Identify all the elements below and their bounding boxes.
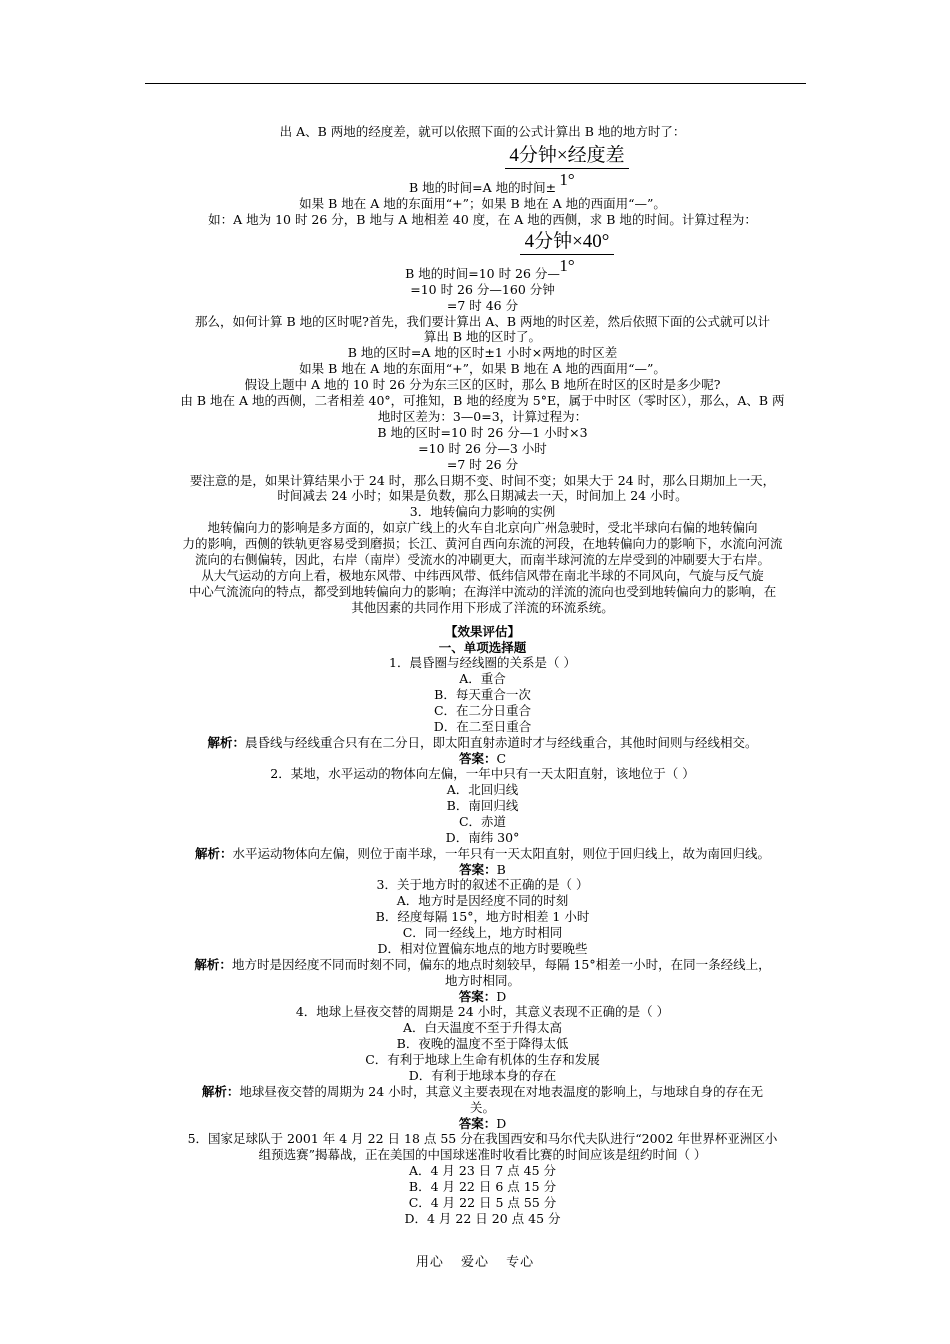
question: 4．地球上昼夜交替的周期是 24 小时，其意义表现不正确的是（ ） [295, 1004, 670, 1019]
option: B．南回归线 [446, 798, 519, 813]
text-line: 出 A、B 两地的经度差，就可以依照下面的公式计算出 B 地的地方时了： [279, 124, 686, 139]
option: C．在二分日重合 [433, 703, 532, 718]
text-line: 时间减去 24 小时；如果是负数，那么日期减去一天，时间加上 24 小时。 [277, 488, 688, 503]
analysis-text: 地球昼夜交替的周期为 24 小时，其意义主要表现在对地表温度的影响上，与地球自身的存在无 [239, 1084, 764, 1099]
text-line: =7 时 26 分 [446, 457, 519, 472]
answer-label: 答案： [458, 1116, 497, 1131]
question: 2．某地，水平运动的物体向左偏，一年中只有一天太阳直射，该地位于（ ） [270, 766, 695, 781]
analysis-continued: 关。 [469, 1100, 495, 1115]
text-line: B 地的区时=10 时 26 分—1 小时×3 [377, 425, 588, 440]
option: B．4 月 22 日 6 点 15 分 [408, 1179, 557, 1194]
text-line: 要注意的是，如果计算结果小于 24 时，那么日期不变、时间不变；如果大于 24 时，那么日期加上一天， [189, 473, 776, 488]
footer-text: 爱心 [460, 1255, 489, 1270]
option: D．在二至日重合 [433, 719, 532, 734]
option: C．有利于地球上生命有机体的生存和发展 [365, 1052, 600, 1067]
text-line: =10 时 26 分—3 小时 [418, 441, 547, 456]
question: 3．关于地方时的叙述不正确的是（ ） [376, 877, 589, 892]
question: 5．国家足球队于 2001 年 4 月 22 日 18 点 55 分在我国西安和马尔代夫队进行“2002 年世界杯亚洲区小 [187, 1131, 778, 1146]
text-line: 从大气运动的方向上看，极地东风带、中纬西风带、低纬信风带在南北半球的不同风向，气旋与反气旋 [201, 568, 764, 583]
formula-label: B 地的时间=10 时 26 分— [405, 266, 560, 281]
formula-denominator: 1° [559, 256, 575, 275]
option: A．4 月 23 日 7 点 45 分 [408, 1163, 557, 1178]
option: B．每天重合一次 [434, 687, 531, 702]
text-line: 如：A 地为 10 时 26 分，B 地与 A 地相差 40 度，在 A 地的西侧，求 B 地的时间。计算过程为： [208, 212, 757, 227]
answer [160, 862, 805, 877]
option: C．4 月 22 日 5 点 55 分 [408, 1195, 557, 1210]
text-line: 其他因素的共同作用下形成了洋流的环流系统。 [351, 600, 614, 615]
analysis [160, 1084, 805, 1099]
text-line: =7 时 46 分 [446, 298, 519, 313]
text-line: 算出 B 地的区时了。 [423, 329, 542, 344]
question-continued: 组预选赛”揭幕战，正在美国的中国球迷准时收看比赛的时间应该是纽约时间（ ） [258, 1147, 707, 1162]
section-subtitle: 一、单项选择题 [438, 640, 527, 655]
option: D．相对位置偏东地点的地方时要晚些 [377, 941, 588, 956]
option: C．赤道 [458, 814, 507, 829]
answer-value: D [496, 989, 507, 1004]
option: D．有利于地球本身的存在 [408, 1068, 557, 1083]
option: D．4 月 22 日 20 点 45 分 [404, 1211, 561, 1226]
text-line: 流向的右侧偏转，因此，右岸（南岸）受流水的冲刷更大，而南半球河流的左岸受到的冲刷要大于右岸。 [194, 552, 770, 567]
text-line: 中心气流流向的特点，都受到地转偏向力的影响；在海洋中流动的洋流的流向也受到地转偏向力的影响，在 [188, 584, 777, 599]
option: B．夜晚的温度不至于降得太低 [396, 1036, 569, 1051]
analysis [160, 846, 805, 861]
text-line: B 地的区时=A 地的区时±1 小时×两地的时区差 [347, 345, 618, 360]
answer-value: D [496, 1116, 507, 1131]
answer-label: 答案： [458, 989, 497, 1004]
formula-denominator: 1° [559, 170, 575, 189]
analysis-text: 晨昏线与经线重合只有在二分日，即太阳直射赤道时才与经线重合，其他时间则与经线相交。 [245, 735, 758, 750]
analysis-text: 地方时是因经度不同而时刻不同，偏东的地点时刻较早，每隔 15°相差一小时，在同一条经线上， [231, 957, 771, 972]
answer-label: 答案： [459, 862, 497, 877]
text-line: =10 时 26 分—160 分钟 [410, 282, 555, 297]
analysis [160, 735, 805, 750]
section-title: 【效果评估】 [444, 624, 520, 639]
question: 1．晨昏圈与经线圈的关系是（ ） [389, 655, 576, 670]
answer [160, 1116, 805, 1131]
footer-text: 专心 [506, 1255, 535, 1270]
option: A．地方时是因经度不同的时刻 [396, 893, 569, 908]
header-rule [145, 83, 806, 84]
text-line: 由 B 地在 A 地的西侧，二者相差 40°，可推知，B 地的经度为 5°E，属于中时区（零时区），那么，A、B 两 [180, 393, 785, 408]
formula-numerator: 4分钟×经度差 [509, 145, 625, 166]
analysis-label: 解析： [194, 846, 233, 861]
option: A．重合 [459, 671, 506, 686]
formula-numerator: 4分钟×40° [524, 231, 610, 252]
text-line: 力的影响，西侧的铁轨更容易受到磨损；长江、黄河自西向东流的河段，在地转偏向力的影响下，水流向河流 [182, 536, 783, 551]
text-line: 地转偏向力的影响是多方面的，如京广线上的火车自北京向广州急驶时，受北半球向右偏的地转偏向 [207, 520, 758, 535]
answer-value: C [496, 751, 507, 766]
option: A．北回归线 [446, 782, 519, 797]
formula-label: B 地的时间=A 地的时间± [408, 180, 557, 195]
option: A．白天温度不至于升得太高 [402, 1020, 563, 1035]
text-line: 地时区差为：3—0=3，计算过程为： [377, 409, 588, 424]
analysis-text: 水平运动物体向左偏，则位于南半球，一年只有一天太阳直射，则位于回归线上，故为南回归线。 [232, 846, 771, 861]
analysis-label: 解析： [207, 735, 245, 750]
answer-label: 答案： [458, 751, 497, 766]
option: C．同一经线上，地方时相同 [402, 925, 563, 940]
analysis [160, 957, 805, 972]
answer [160, 989, 805, 1004]
footer-text: 用心 [415, 1255, 444, 1270]
answer-value: B [496, 862, 506, 877]
option: D．南纬 30° [445, 830, 520, 845]
analysis-label: 解析： [194, 957, 232, 972]
text-line: 假设上题中 A 地的 10 时 26 分为东三区的区时，那么 B 地所在时区的区时是多少呢? [244, 377, 721, 392]
text-line: 如果 B 地在 A 地的东面用“+”；如果 B 地在 A 地的西面用“—”。 [299, 196, 666, 211]
analysis-label: 解析： [201, 1084, 240, 1099]
analysis-continued: 地方时相同。 [444, 973, 520, 988]
text-line: 那么，如何计算 B 地的区时呢?首先，我们要计算出 A、B 两地的时区差，然后依照下面的公式就可以计 [195, 314, 770, 329]
text-line: 如果 B 地在 A 地的东面用“+”，如果 B 地在 A 地的西面用“—”。 [299, 361, 666, 376]
page-footer [0, 1251, 950, 1270]
option: B．经度每隔 15°，地方时相差 1 小时 [375, 909, 590, 924]
section-heading: 3．地转偏向力影响的实例 [409, 504, 556, 519]
answer [160, 751, 805, 766]
